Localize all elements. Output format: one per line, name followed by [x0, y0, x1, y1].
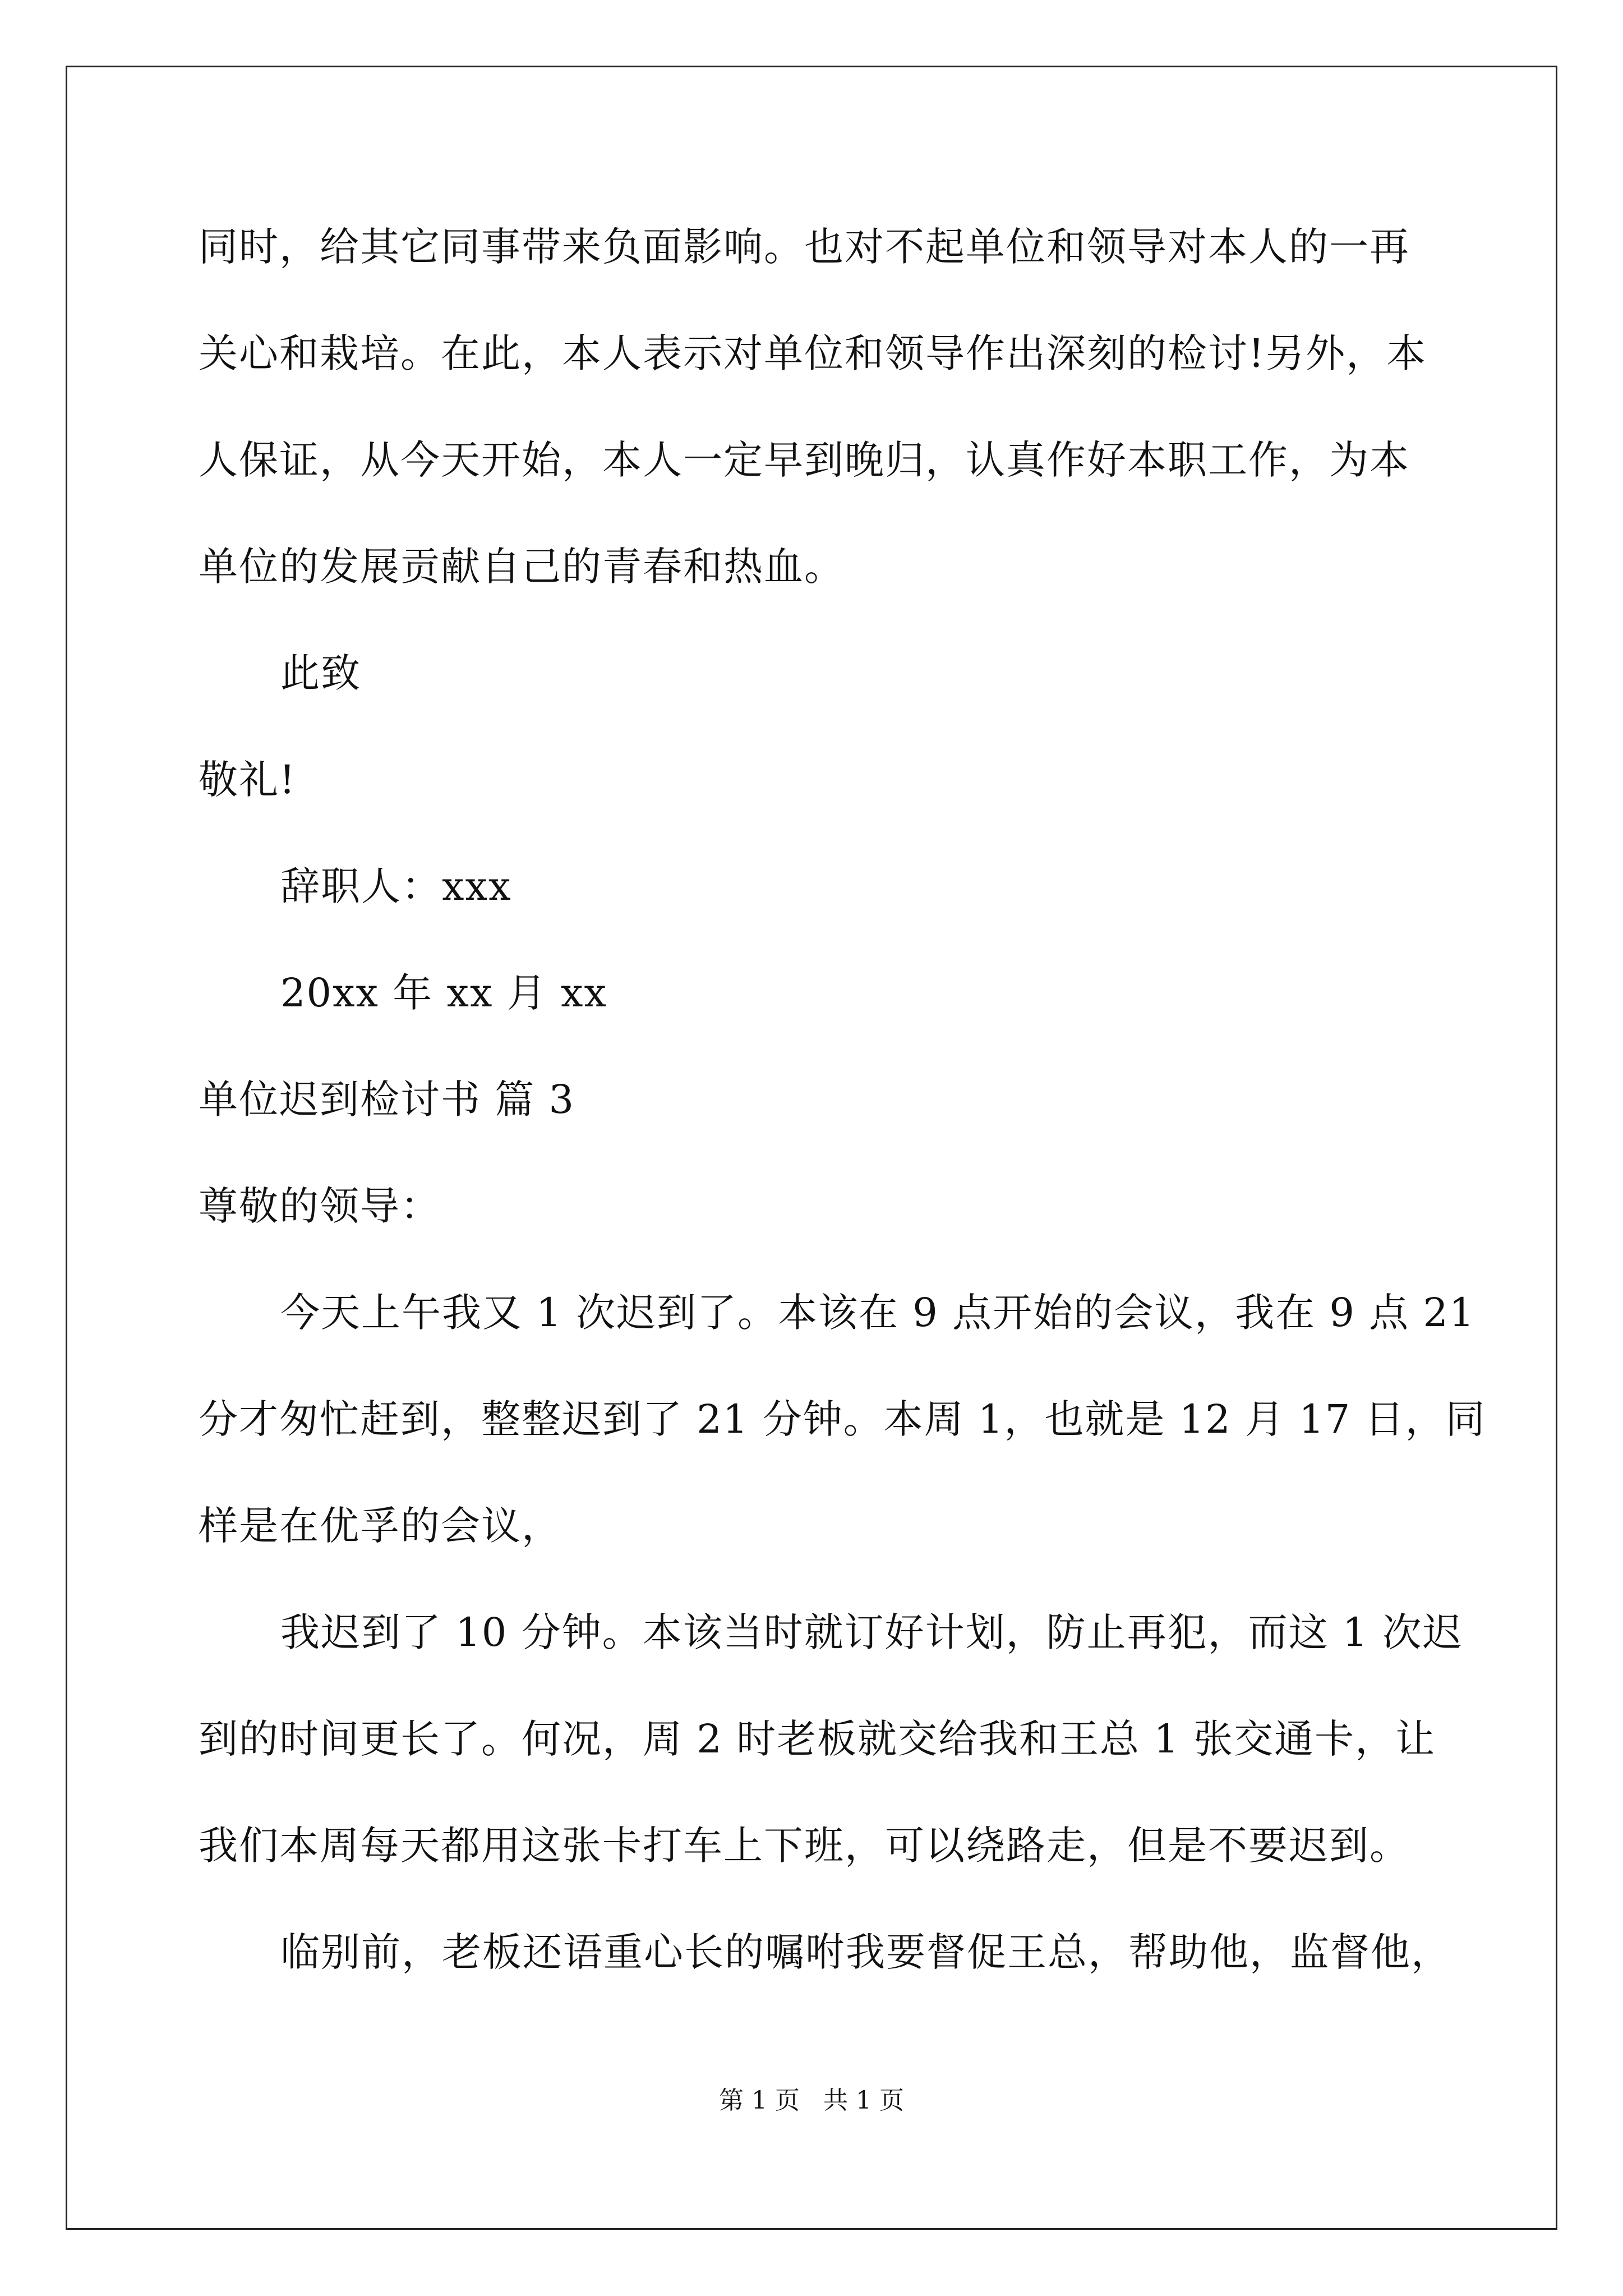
paragraph-line: 分才匆忙赶到，整整迟到了 21 分钟。本周 1，也就是 12 月 17 日，同 — [199, 1396, 1486, 1442]
section-title: 单位迟到检讨书 篇 3 — [199, 1076, 575, 1122]
paragraph-line: 临别前，老板还语重心长的嘱咐我要督促王总，帮助他，监督他， — [280, 1929, 1451, 1975]
paragraph-line: 单位的发展贡献自己的青春和热血。 — [199, 544, 845, 590]
paragraph-line: 到的时间更长了。何况，周 2 时老板就交给我和王总 1 张交通卡，让 — [199, 1716, 1436, 1762]
paragraph-line: 人保证，从今天开始，本人一定早到晚归，认真作好本职工作，为本 — [199, 437, 1410, 483]
paragraph-line: 我迟到了 10 分钟。本该当时就订好计划，防止再犯，而这 1 次迟 — [280, 1609, 1463, 1655]
paragraph-line: 样是在优孚的会议， — [199, 1503, 562, 1549]
paragraph-line: 我们本周每天都用这张卡打车上下班，可以绕路走，但是不要迟到。 — [199, 1823, 1410, 1869]
closing-regards: 敬礼! — [199, 757, 297, 803]
greeting: 尊敬的领导： — [199, 1183, 441, 1229]
paragraph-line: 同时，给其它同事带来负面影响。也对不起单位和领导对本人的一再 — [199, 224, 1410, 270]
date-line: 20xx 年 xx 月 xx — [280, 970, 607, 1016]
page-border — [66, 66, 1557, 2230]
paragraph-line: 关心和栽培。在此，本人表示对单位和领导作出深刻的检讨!另外，本 — [199, 330, 1427, 376]
signature-line: 辞职人：xxx — [280, 863, 512, 909]
paragraph-line: 今天上午我又 1 次迟到了。本该在 9 点开始的会议，我在 9 点 21 — [280, 1290, 1476, 1336]
page-footer: 第 1 页 共 1 页 — [719, 2086, 904, 2115]
closing-salutation: 此致 — [280, 650, 361, 696]
